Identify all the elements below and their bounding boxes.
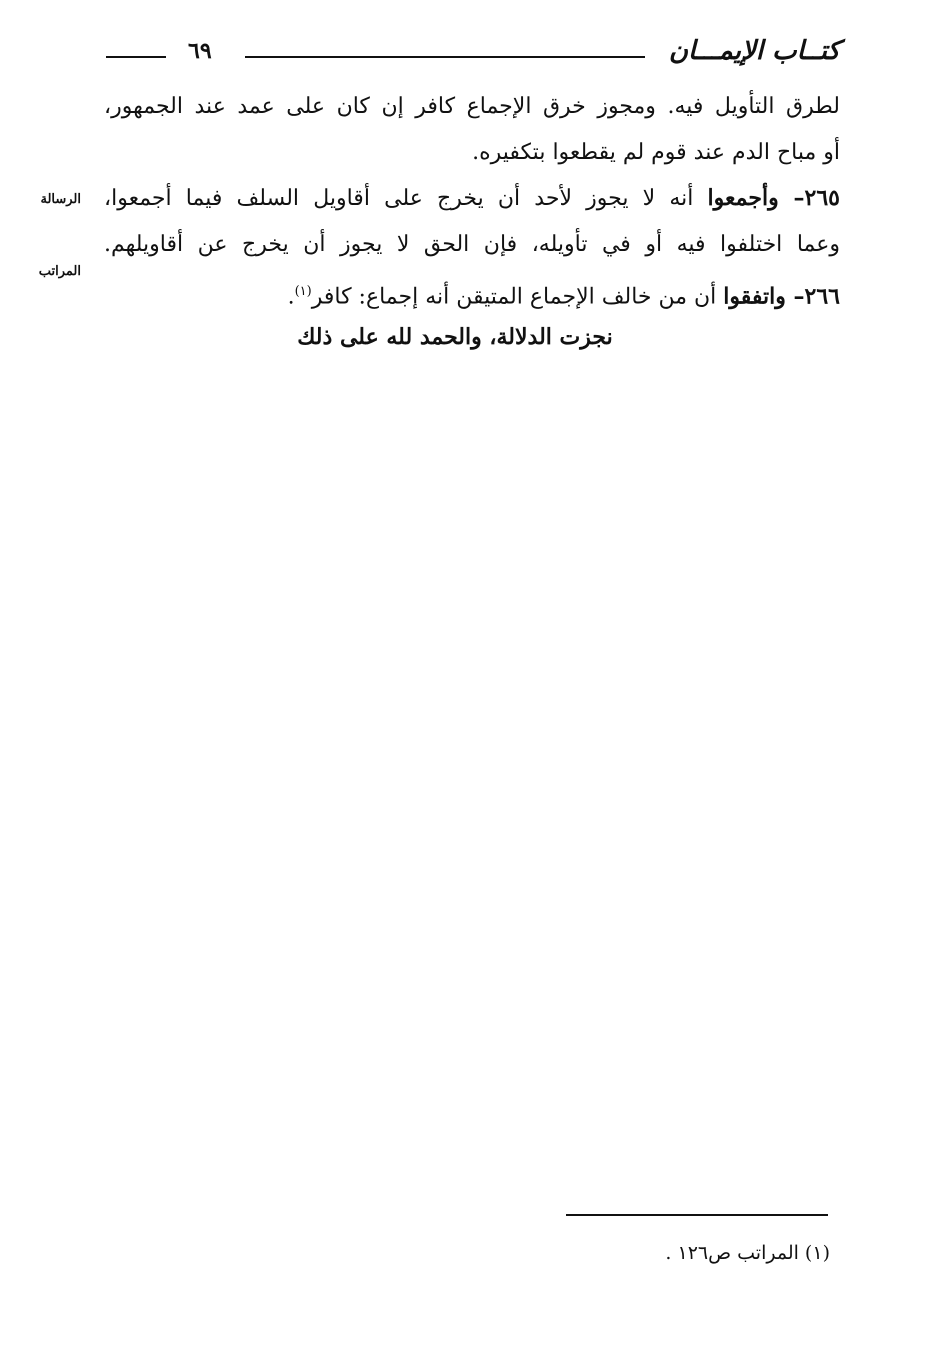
margin-note-265: الرسالة xyxy=(40,192,81,207)
running-title: كتــاب الإيمـــان xyxy=(668,36,840,66)
header-rule-left xyxy=(106,56,166,58)
item-265-line-2: وعما اختلفوا فيه أو في تأويله، فإن الحق لا يجوز أن يخرج عن أقاويلهم. xyxy=(104,232,840,257)
page-header xyxy=(100,36,840,76)
item-265-line-1-text: أنه لا يجوز لأحد أن يخرج على أقاويل السلف فيما أجمعوا، xyxy=(104,186,708,211)
body-line-1: لطرق التأويل فيه. ومجوز خرق الإجماع كافر إن كان على عمد عند الجمهور، xyxy=(104,94,840,119)
item-266-label: ٢٦٦– واتفقوا xyxy=(723,283,840,310)
margin-note-266: المراتب xyxy=(38,264,81,279)
item-266-line xyxy=(288,277,840,312)
item-266-text: أن من خالف الإجماع المتيقن أنه إجماع: كافر xyxy=(311,284,724,310)
footnote-separator xyxy=(566,1214,828,1216)
footnote-marker: (١) xyxy=(294,284,312,299)
header-rule-right xyxy=(245,56,645,58)
item-266-end: . xyxy=(287,284,295,310)
closing-line: نجزت الدلالة، والحمد لله على ذلك xyxy=(297,324,613,350)
item-265-line-1 xyxy=(104,183,840,214)
item-265-label: ٢٦٥– وأجمعوا xyxy=(707,185,840,211)
body-line-2: أو مباح الدم عند قوم لم يقطعوا بتكفيره. xyxy=(472,140,840,165)
footnote-1: (١) المراتب ص١٢٦ . xyxy=(665,1242,830,1264)
page-number: ٦٩ xyxy=(188,38,212,64)
